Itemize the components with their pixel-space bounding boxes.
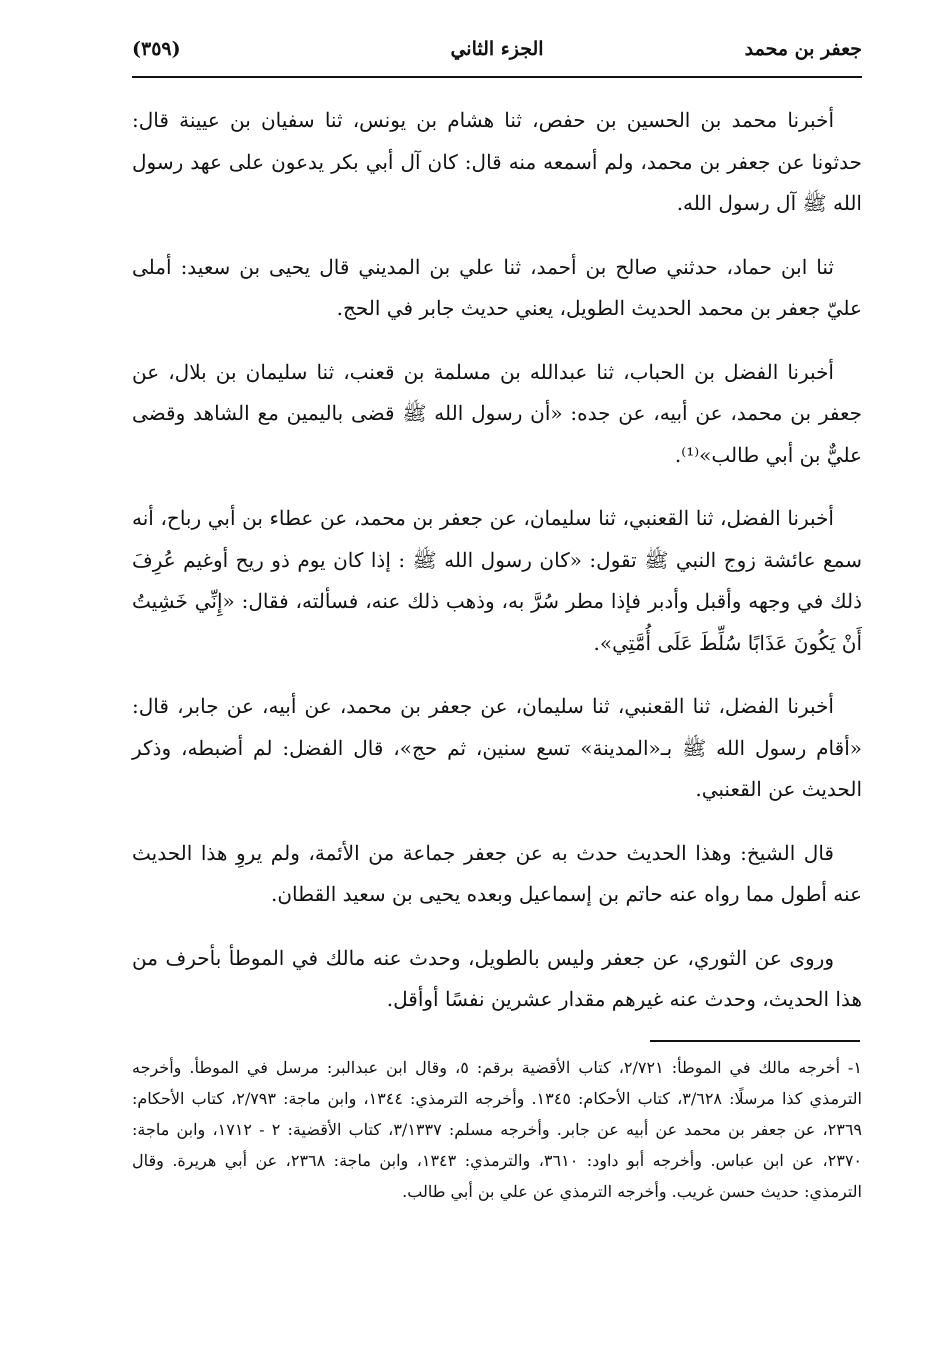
running-head-volume: الجزء الثاني (450, 38, 544, 60)
paragraph: أخبرنا الفضل بن الحباب، ثنا عبدالله بن مسلمة بن قعنب، ثنا سليمان بن بلال، عن جعفر بن محمد، عن أبيه، عن جده: «أن رسول الله ﷺ قضى باليمين مع الشاهد وقضى عليٌّ بن أبي طالب»⁽¹⁾. (132, 359, 862, 467)
paragraph: ثنا ابن حماد، حدثني صالح بن أحمد، ثنا علي بن المديني قال يحيى بن سعيد: أملى عليّ جعفر بن محمد الحديث الطويل، يعني حديث جابر في الحج. (132, 254, 862, 320)
running-head-author: جعفر بن محمد (744, 38, 862, 60)
paragraph: أخبرنا الفضل، ثنا القعنبي، ثنا سليمان، عن جعفر بن محمد، عن أبيه، عن جابر، قال: «أقام رسول الله ﷺ بـ«المدينة» تسع سنين، ثم حج»، قال الفضل: لم أضبطه، وذكر الحديث عن القعنبي. (132, 694, 862, 801)
main-text (132, 100, 862, 1043)
paragraph: قال الشيخ: وهذا الحديث حدث به عن جعفر جماعة من الأئمة، ولم يروِ هذا الحديث عنه أطول مما رواه عنه حاتم بن إسماعيل وبعده يحيى بن سعيد القطان. (132, 840, 862, 906)
footnote (132, 1052, 862, 1207)
page-header (132, 38, 862, 72)
paragraph: وروى عن الثوري، عن جعفر وليس بالطويل، وحدث عنه مالك في الموطأ بأحرف من هذا الحديث، وحدث عنه غيرهم مقدار عشرين نفسًا أوأقل. (132, 945, 862, 1011)
page-number: (٣٥٩) (132, 38, 181, 60)
paragraph: أخبرنا الفضل، ثنا القعنبي، ثنا سليمان، عن جعفر بن محمد، عن عطاء بن أبي رباح، أنه سمع عائشة زوج النبي ﷺ تقول: «كان رسول الله ﷺ : إذا كان يوم ذو ريح أوغيم عُرِفَ ذلك في وجهه وأقبل وأدبر فإذا مطر سُرَّ به، وذهب ذلك عنه، فسألته، فقال: «إِنِّي خَشِيتُ أَنْ يَكُونَ عَذَابًا سُلِّطَ عَلَى أُمَّتِي». (132, 506, 862, 655)
footnote-number: ١- (848, 1058, 863, 1077)
header-rule (132, 76, 862, 78)
paragraph: أخبرنا محمد بن الحسين بن حفص، ثنا هشام بن يونس، ثنا سفيان بن عيينة قال: حدثونا عن جعفر بن محمد، ولم أسمعه منه قال: كان آل أبي بكر يدعون على عهد رسول الله ﷺ آل رسول الله. (132, 108, 862, 215)
footnote-text: أخرجه مالك في الموطأ: ٢/٧٢١، كتاب الأقضية برقم: ٥، وقال ابن عبدالبر: مرسل في الموطأ. وأخرجه الترمذي كذا مرسلًا: ٣/٦٢٨، كتاب الأحكام: ١٣٤٥. وأخرجه الترمذي: ١٣٤٤، وابن ماجة: ٢/٧٩٣، كتاب الأحكام: ٢٣٦٩، عن جعفر بن محمد عن أبيه عن جابر. وأخرجه مسلم: ٣/١٣٣٧، كتاب الأقضية: ٢ - ١٧١٢، وابن ماجة: ٢٣٧٠، عن ابن عباس. وأخرجه أبو داود: ٣٦١٠، والترمذي: ١٣٤٣، وابن ماجة: ٢٣٦٨، عن أبي هريرة. وقال الترمذي: حديث حسن غريب. وأخرجه الترمذي عن علي بن أبي طالب. (132, 1058, 863, 1201)
footnote-entry (132, 1052, 862, 1207)
footnote-rule (650, 1040, 860, 1042)
